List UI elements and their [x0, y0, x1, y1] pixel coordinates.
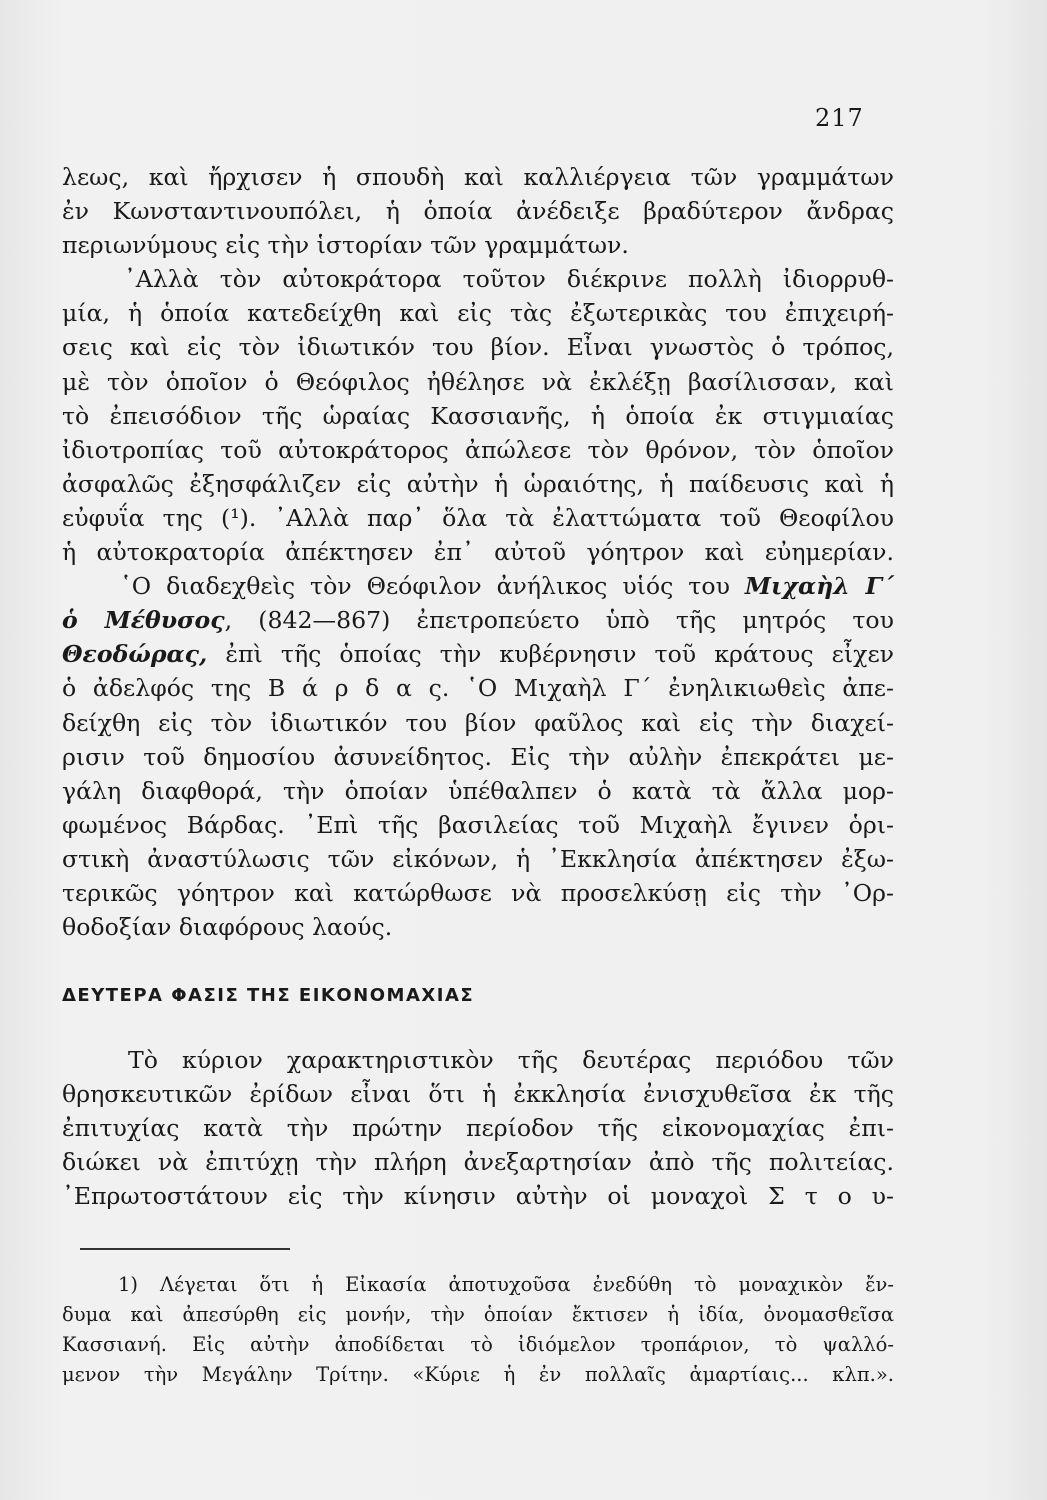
text-span: , (842—867) ἐπετροπεύετο ὑπὸ τῆς μητρός του [224, 606, 894, 635]
text-line: ᾿Επρωτοστάτουν εἰς τὴν κίνησιν αὐτὴν οἱ μοναχοὶ Σ τ ο υ- [62, 1182, 894, 1211]
section-heading: ΔΕΥΤΕΡΑ ΦΑΣΙΣ ΤΗΣ ΕΙΚΟΝΟΜΑΧΙΑΣ [62, 985, 475, 1006]
emperor-name: Μιχαὴλ Γ´ [744, 572, 895, 601]
footnote-line: 1) Λέγεται ὅτι ἡ Εἰκασία ἀποτυχοῦσα ἐνεδύθη τὸ μοναχικὸν ἔν- [118, 1273, 894, 1296]
text-line: ρισιν τοῦ δημοσίου ἀσυνείδητος. Εἰς τὴν αὐλὴν ἐπεκράτει με- [62, 742, 894, 771]
footnote-line: Κασσιανή. Εἰς αὐτὴν ἀποδίδεται τὸ ἰδιόμελον τροπάριον, τὸ ψαλλό- [62, 1333, 894, 1356]
text-line: ἐπιτυχίας κατὰ τὴν πρώτην περίοδον τῆς εἰκονομαχίας ἐπι- [62, 1114, 894, 1143]
page-number: 217 [815, 104, 864, 132]
text-line: περιωνύμους εἰς τὴν ἱστορίαν τῶν γραμμάτων. [62, 231, 629, 260]
text-line: θρησκευτικῶν ἐρίδων εἶναι ὅτι ἡ ἐκκλησία ἐνισχυθεῖσα ἐκ τῆς [62, 1080, 894, 1109]
text-line: θοδοξίαν διαφόρους λαούς. [62, 913, 393, 942]
text-line: διώκει νὰ ἐπιτύχῃ τὴν πλήρη ἀνεξαρτησίαν ἀπὸ τῆς πολιτείας. [62, 1148, 894, 1177]
text-line: μὲ τὸν ὁποῖον ὁ Θεόφιλος ἠθέλησε νὰ ἐκλέξῃ βασίλισσαν, καὶ [62, 367, 894, 396]
footnote [62, 1270, 894, 1390]
footnote-line: μενον τὴν Μεγάλην Τρίτην. «Κύριε ἡ ἐν πολλαῖς ἁμαρτίαις... κλπ.». [62, 1363, 894, 1386]
text-line: στικὴ ἀναστύλωσις τῶν εἰκόνων, ἡ ᾿Εκκλησία ἀπέκτησεν ἐξω- [62, 844, 894, 873]
text-line: τερικῶς γόητρον καὶ κατώρθωσε νὰ προσελκύσῃ εἰς τὴν ᾿Ορ- [62, 878, 894, 907]
text-line [62, 569, 894, 603]
main-text [62, 160, 894, 944]
footnote-divider [80, 1248, 290, 1250]
text-line: φωμένος Βάρδας. ᾿Επὶ τῆς βασιλείας τοῦ Μιχαὴλ ἔγινεν ὁρι- [62, 810, 894, 839]
footnote-line: δυμα καὶ ἀπεσύρθη εἰς μονήν, τὴν ὁποίαν ἔκτισεν ἡ ἰδία, ὀνομασθεῖσα [62, 1303, 894, 1326]
text-line [62, 637, 894, 671]
text-line: ἀσφαλῶς ἐξησφάλιζεν εἰς αὐτὴν ἡ ὡραιότης, ἡ παίδευσις καὶ ἡ [62, 469, 894, 498]
text-line: ἡ αὐτοκρατορία ἀπέκτησεν ἐπ᾿ αὐτοῦ γόητρον καὶ εὐημερίαν. [62, 538, 894, 567]
emperor-epithet: ὁ Μέθυσος [62, 606, 225, 635]
text-line: ὁ ἀδελφός της Β ά ρ δ α ς. ῾Ο Μιχαὴλ Γ´ ἐνηλικιωθεὶς ἀπε- [62, 674, 894, 703]
text-span: ῾Ο διαδεχθεὶς τὸν Θεόφιλον ἀνήλικος υἱός του [120, 572, 730, 601]
text-line: Τὸ κύριον χαρακτηριστικὸν τῆς δευτέρας περιόδου τῶν [128, 1046, 894, 1074]
text-line [62, 603, 894, 637]
text-line: τὸ ἐπεισόδιον τῆς ὡραίας Κασσιανῆς, ἡ ὁποία ἐκ στιγμιαίας [62, 401, 894, 430]
text-line: λεως, καὶ ἤρχισεν ἡ σπουδὴ καὶ καλλιέργεια τῶν γραμμάτων [62, 163, 894, 191]
text-line: γάλη διαφθορά, τὴν ὁποίαν ὑπέθαλπεν ὁ κατὰ τὰ ἄλλα μορ- [62, 776, 894, 805]
text-line: δείχθη εἰς τὸν ἰδιωτικόν του βίον φαῦλος καὶ εἰς τὴν διαχεί- [62, 708, 894, 737]
text-line: εὐφυΐα της (¹). ᾿Αλλὰ παρ᾿ ὅλα τὰ ἐλαττώματα τοῦ Θεοφίλου [62, 503, 894, 532]
text-line: ἐν Κωνσταντινουπόλει, ἡ ὁποία ἀνέδειξε βραδύτερον ἄνδρας [62, 197, 894, 226]
text-line: σεις καὶ εἰς τὸν ἰδιωτικόν του βίον. Εἶναι γνωστὸς ὁ τρόπος, [62, 333, 894, 362]
text-line: ᾿Αλλὰ τὸν αὐτοκράτορα τοῦτον διέκρινε πολλὴ ἰδιορρυθ- [124, 265, 894, 294]
text-line: ἰδιοτροπίας τοῦ αὐτοκράτορος ἀπώλεσε τὸν θρόνον, τὸν ὁποῖον [62, 435, 894, 464]
text-line: μία, ἡ ὁποία κατεδείχθη καὶ εἰς τὰς ἐξωτερικὰς του ἐπιχειρή- [62, 299, 894, 328]
section-text [62, 1043, 894, 1213]
text-span: ἐπὶ τῆς ὁποίας τὴν κυβέρνησιν τοῦ κράτους εἶχεν [225, 640, 895, 669]
empress-name: Θεοδώρας, [62, 640, 208, 669]
